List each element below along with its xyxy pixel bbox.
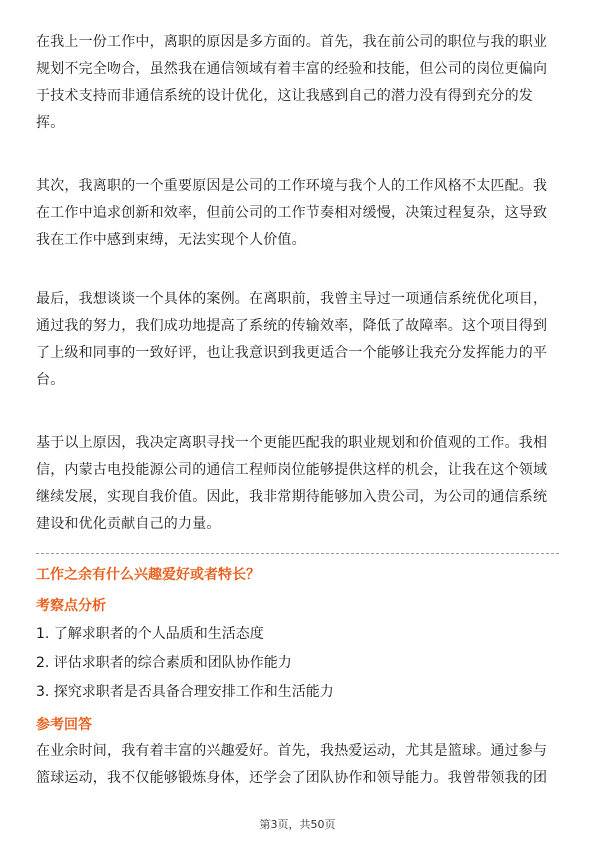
analysis-heading: 考察点分析: [36, 598, 106, 614]
answer-paragraph: 在业余时间，我有着丰富的兴趣爱好。首先，我热爱运动，尤其是篮球。通过参与 篮球运动，我不仅能够锻炼身体，还学会了团队协作和领导能力。我曾带领我的团: [36, 743, 548, 786]
page-number-footer: 第3页，共50页: [259, 818, 336, 831]
paragraph-conclusion: 基于以上原因，我决定离职寻找一个更能匹配我的职业规划和价值观的工作。我相 信，内蒙古电投能源公司的通信工程师岗位能够提供这样的机会，让我在这个领域 继续发展，实现自我价值。因此，我非常期待能够加入贵公司，为公司的通信系统 建设和优化贡献自己的力量。: [36, 435, 548, 532]
answer-heading: 参考回答: [36, 717, 92, 733]
paragraph-reason-work-environment: 其次，我离职的一个重要原因是公司的工作环境与我个人的工作风格不太匹配。我 在工作中追求创新和效率，但前公司的工作节奏相对缓慢，决策过程复杂，这导致 我在工作中感到束缚，无法实现个人价值。: [36, 178, 548, 248]
section-divider: [36, 553, 559, 554]
list-item: 1. 了解求职者的个人品质和生活态度: [36, 626, 264, 642]
analysis-points-list: [36, 620, 561, 707]
paragraph-reason-career-fit: 在我上一份工作中，离职的原因是多方面的。首先，我在前公司的职位与我的职业 规划不完全吻合，虽然我在通信领域有着丰富的经验和技能，但公司的岗位更偏向 于技术支持而非通信系统的设计优化，这让我感到自己的潜力没有得到充分的发 挥。: [36, 34, 548, 131]
paragraph-case-example: 最后，我想谈谈一个具体的案例。在离职前，我曾主导过一项通信系统优化项目， 通过我的努力，我们成功地提高了系统的传输效率，降低了故障率。这个项目得到 了上级和同事的一致好评，也让我意识到我更适合一个能够让我充分发挥能力的平 台。: [36, 291, 548, 388]
question-heading: 工作之余有什么兴趣爱好或者特长？: [36, 567, 260, 583]
list-item: 2. 评估求职者的综合素质和团队协作能力: [36, 655, 292, 671]
list-item: 3. 探究求职者是否具备合理安排工作和生活能力: [36, 684, 334, 700]
